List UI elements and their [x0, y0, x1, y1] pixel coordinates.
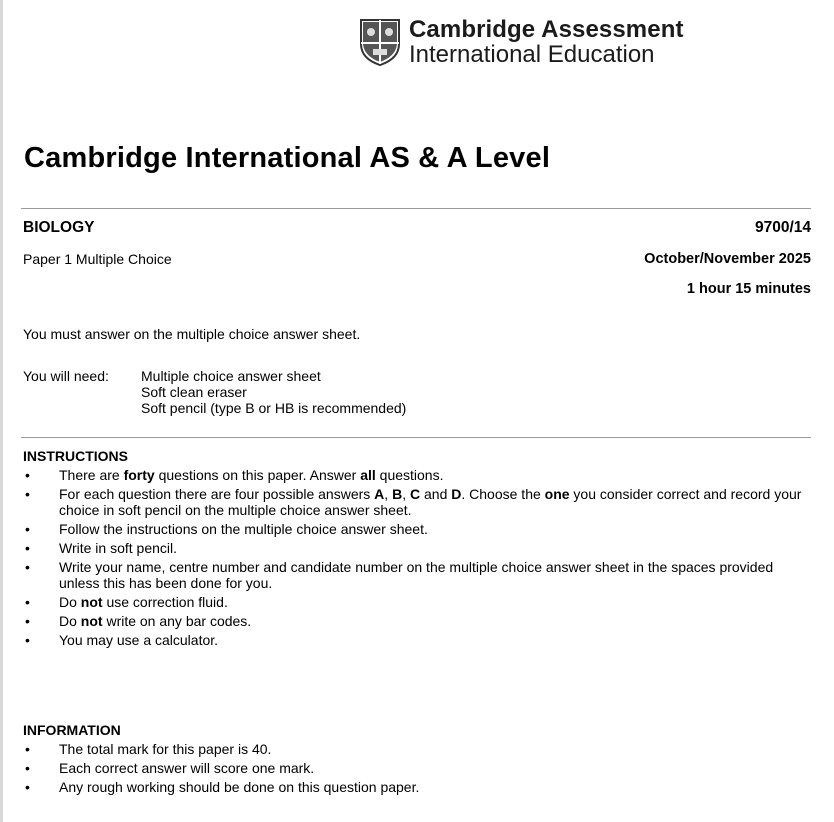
- list-item-text: Any rough working should be done on this question paper.: [59, 779, 420, 795]
- list-item-text: Write your name, centre number and candidate number on the multiple choice answer sheet in the spaces provided unless this has been done for you.: [59, 559, 774, 591]
- exam-duration: 1 hour 15 minutes: [686, 281, 811, 297]
- material-item: Soft pencil (type B or HB is recommended): [141, 400, 407, 416]
- list-item: [23, 760, 815, 776]
- list-item-text: not: [80, 613, 103, 629]
- list-item: [23, 741, 815, 757]
- cambridge-logo: [359, 17, 684, 67]
- answer-sheet-note: You must answer on the multiple choice answer sheet.: [23, 326, 361, 342]
- subject-name: BIOLOGY: [23, 219, 95, 236]
- shield-crest-icon: [359, 18, 401, 66]
- list-item-text: and: [420, 486, 452, 502]
- materials-list: [141, 368, 406, 416]
- list-item-text: write on any bar codes.: [102, 613, 252, 629]
- list-item: [23, 486, 815, 518]
- list-item-text: You may use a calculator.: [59, 632, 219, 648]
- list-item-text: Each correct answer will score one mark.: [59, 760, 315, 776]
- material-item: Multiple choice answer sheet: [141, 368, 321, 384]
- list-item: [23, 779, 815, 795]
- list-item-text: ,: [384, 486, 393, 502]
- list-item-text: Do: [59, 613, 81, 629]
- list-item-text: Follow the instructions on the multiple choice answer sheet.: [59, 521, 428, 537]
- list-item-text: There are: [59, 467, 124, 483]
- list-item: [23, 521, 815, 537]
- information-heading: INFORMATION: [23, 722, 121, 738]
- list-item-text: The total mark for this paper is 40.: [59, 741, 272, 757]
- list-item-text: forty: [123, 467, 155, 483]
- instructions-list: [23, 467, 815, 651]
- list-item-text: you consider correct and record your choice in soft pencil on the multiple choice answer sheet.: [59, 486, 802, 518]
- list-item: [23, 559, 815, 591]
- list-item: [23, 632, 815, 648]
- list-item-text: ,: [402, 486, 410, 502]
- list-item-text: questions on this paper. Answer: [154, 467, 361, 483]
- instructions-heading: INSTRUCTIONS: [23, 448, 128, 464]
- paper-code: 9700/14: [754, 219, 811, 236]
- list-item-text: . Choose the: [461, 486, 545, 502]
- list-item-text: For each question there are four possible answers: [59, 486, 375, 502]
- list-item-text: questions.: [375, 467, 444, 483]
- list-item-text: not: [80, 594, 103, 610]
- material-item: Soft clean eraser: [141, 384, 247, 400]
- list-item: [23, 594, 815, 610]
- list-item: [23, 613, 815, 629]
- list-item-text: use correction fluid.: [102, 594, 228, 610]
- list-item: [23, 467, 815, 483]
- list-item-text: B: [392, 486, 403, 502]
- exam-session: October/November 2025: [644, 251, 811, 267]
- logo-line-2: International Education: [409, 41, 655, 69]
- list-item-text: A: [374, 486, 385, 502]
- list-item-text: C: [409, 486, 421, 502]
- divider-middle: [21, 437, 811, 438]
- paper-title: Paper 1 Multiple Choice: [23, 251, 172, 267]
- list-item-text: one: [544, 486, 570, 502]
- divider-top: [21, 208, 811, 209]
- materials-label: You will need:: [23, 368, 109, 384]
- information-list: [23, 741, 815, 798]
- logo-line-1: Cambridge Assessment: [409, 16, 684, 43]
- list-item-text: all: [360, 467, 376, 483]
- list-item-text: D: [451, 486, 462, 502]
- qualification-title: Cambridge International AS & A Level: [24, 142, 551, 174]
- list-item-text: Do: [59, 594, 81, 610]
- materials-needed: [23, 368, 406, 416]
- list-item: [23, 540, 815, 556]
- list-item-text: Write in soft pencil.: [59, 540, 178, 556]
